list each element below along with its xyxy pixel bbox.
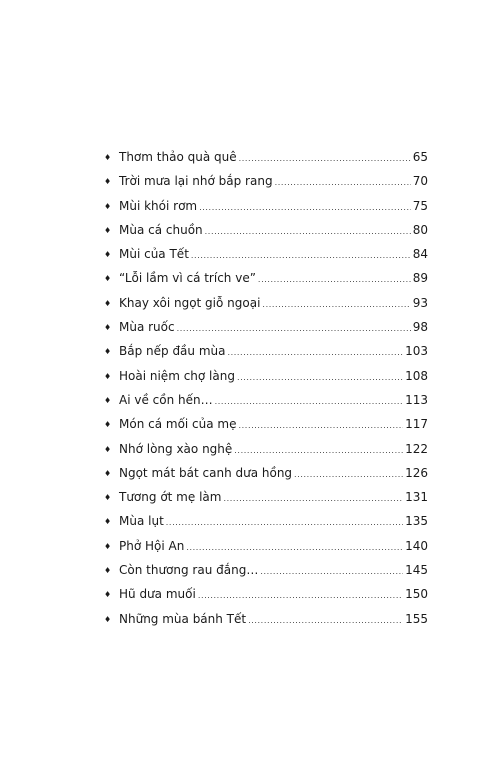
page-number: 155 [405, 611, 428, 626]
diamond-bullet-icon: ♦ [104, 323, 112, 333]
page-number: 70 [412, 174, 428, 189]
toc-entry [104, 509, 428, 533]
page-number: 89 [412, 271, 428, 286]
dot-leader [186, 536, 403, 560]
entry-title: Mùa lụt [119, 514, 164, 529]
page-number: 98 [412, 320, 428, 335]
entry-title: Nhớ lòng xào nghệ [119, 441, 233, 456]
dot-leader [191, 244, 411, 268]
toc-entry [104, 145, 428, 169]
dot-leader [234, 439, 403, 463]
toc-entry [104, 558, 428, 582]
page-number: 140 [405, 538, 428, 553]
toc-entry [104, 364, 428, 388]
table-of-contents [104, 145, 428, 631]
diamond-bullet-icon: ♦ [104, 468, 112, 478]
toc-entry [104, 412, 428, 436]
toc-entry [104, 315, 428, 339]
page-number: 150 [405, 587, 428, 602]
toc-entry [104, 437, 428, 461]
page-number: 113 [405, 392, 428, 407]
page-number: 126 [405, 465, 428, 480]
toc-entry [104, 534, 428, 558]
entry-title: Thơm thảo quà quê [119, 150, 237, 164]
page-number: 103 [405, 344, 428, 359]
dot-leader [166, 511, 403, 535]
page-number: 75 [412, 198, 428, 213]
page-number: 145 [405, 563, 428, 578]
dot-leader [199, 196, 411, 220]
diamond-bullet-icon: ♦ [104, 590, 112, 600]
dot-leader [215, 390, 403, 414]
page-number: 84 [412, 247, 428, 262]
diamond-bullet-icon: ♦ [104, 614, 112, 624]
dot-leader [237, 366, 403, 390]
diamond-bullet-icon: ♦ [104, 493, 112, 503]
toc-entry [104, 242, 428, 266]
entry-title: Mùa cá chuồn [119, 222, 203, 237]
diamond-bullet-icon: ♦ [104, 541, 112, 551]
toc-entry [104, 607, 428, 631]
page-number: 122 [405, 441, 428, 456]
diamond-bullet-icon: ♦ [104, 298, 112, 308]
diamond-bullet-icon: ♦ [104, 347, 112, 357]
dot-leader [294, 463, 403, 487]
toc-entry [104, 291, 428, 315]
dot-leader [258, 268, 411, 292]
dot-leader [227, 341, 403, 365]
diamond-bullet-icon: ♦ [104, 517, 112, 527]
diamond-bullet-icon: ♦ [104, 371, 112, 381]
diamond-bullet-icon: ♦ [104, 566, 112, 576]
dot-leader [205, 220, 411, 244]
dot-leader [275, 171, 411, 195]
page-number: 131 [405, 490, 428, 505]
page-number: 80 [412, 222, 428, 237]
page-number: 117 [405, 417, 428, 432]
toc-entry [104, 218, 428, 242]
toc-entry [104, 339, 428, 363]
diamond-bullet-icon: ♦ [104, 395, 112, 405]
entry-title: Tương ớt mẹ làm [119, 490, 222, 505]
entry-title: Ngọt mát bát canh dưa hồng [119, 465, 293, 480]
toc-entry [104, 461, 428, 485]
entry-title: “Lỗi lầm vì cá trích ve” [119, 271, 256, 286]
dot-leader [239, 147, 411, 171]
toc-entry [104, 582, 428, 606]
toc-entry [104, 388, 428, 412]
dot-leader [260, 560, 403, 584]
page-number: 93 [412, 295, 428, 310]
page-number: 135 [405, 514, 428, 529]
entry-title: Bắp nếp đầu mùa [119, 344, 226, 359]
diamond-bullet-icon: ♦ [104, 153, 112, 162]
entry-title: Mùa ruốc [119, 320, 175, 335]
page-number: 65 [412, 150, 428, 164]
toc-entry [104, 266, 428, 290]
diamond-bullet-icon: ♦ [104, 444, 112, 454]
toc-entry [104, 485, 428, 509]
dot-leader [239, 414, 404, 438]
diamond-bullet-icon: ♦ [104, 274, 112, 284]
dot-leader [198, 584, 403, 608]
entry-title: Mùi của Tết [119, 247, 189, 262]
page-number: 108 [405, 368, 428, 383]
entry-title: Những mùa bánh Tết [119, 611, 247, 626]
entry-title: Trời mưa lại nhớ bắp rang [119, 174, 273, 189]
entry-title: Phở Hội An [119, 538, 185, 553]
dot-leader [248, 609, 403, 633]
entry-title: Còn thương rau đắng… [119, 563, 259, 578]
diamond-bullet-icon: ♦ [104, 225, 112, 235]
entry-title: Khay xôi ngọt giỗ ngoại [119, 295, 261, 310]
diamond-bullet-icon: ♦ [104, 201, 112, 211]
toc-entry [104, 169, 428, 193]
dot-leader [223, 487, 403, 511]
entry-title: Mùi khói rơm [119, 198, 198, 213]
entry-title: Ai về cồn hến… [119, 392, 213, 407]
dot-leader [262, 293, 410, 317]
diamond-bullet-icon: ♦ [104, 250, 112, 260]
diamond-bullet-icon: ♦ [104, 177, 112, 187]
toc-entry [104, 194, 428, 218]
diamond-bullet-icon: ♦ [104, 420, 112, 430]
entry-title: Món cá mối của mẹ [119, 417, 237, 432]
entry-title: Hoài niệm chợ làng [119, 368, 235, 383]
dot-leader [177, 317, 411, 341]
entry-title: Hũ dưa muối [119, 587, 196, 602]
